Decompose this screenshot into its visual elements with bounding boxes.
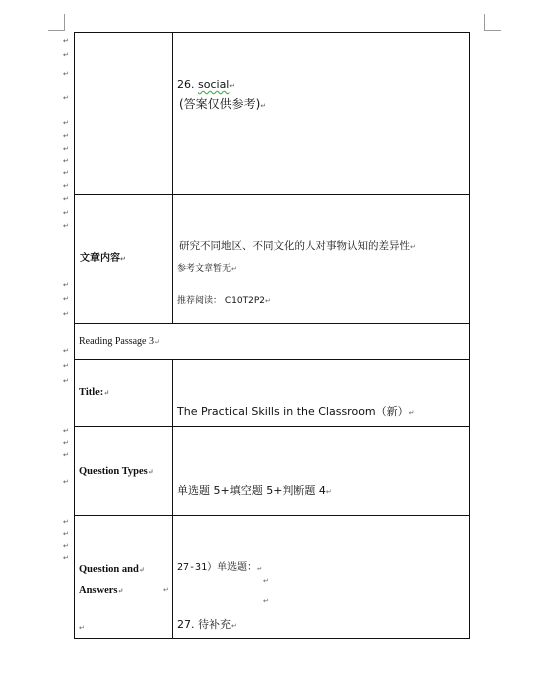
margin-paragraph-mark: ↵ <box>63 157 69 165</box>
row-label-article-content: 文章内容 <box>80 253 120 264</box>
paragraph-mark: ↵ <box>163 586 169 594</box>
paragraph-mark: ↵ <box>264 297 271 305</box>
question-types-value: 单选题 5+填空题 5+判断题 4 <box>177 484 326 497</box>
table-row <box>75 516 470 639</box>
paragraph-mark: ↵ <box>231 265 237 273</box>
table-cell-question-types[interactable] <box>173 427 470 516</box>
table-cell-label[interactable] <box>75 427 173 516</box>
answer-note: (答案仅供参考) <box>179 97 261 111</box>
paragraph-mark: ↵ <box>325 488 332 496</box>
paragraph-mark: ↵ <box>260 102 267 110</box>
answer-prefix: 26. <box>177 78 198 91</box>
paragraph-mark: ↵ <box>138 566 145 574</box>
crop-mark-top-left <box>48 14 65 31</box>
table-cell-answers[interactable] <box>173 516 470 639</box>
passage-title: Reading Passage 3 <box>79 336 154 347</box>
table-cell-title[interactable] <box>173 360 470 427</box>
table-cell-label[interactable] <box>75 360 173 427</box>
paragraph-mark: ↵ <box>120 255 126 263</box>
table-cell-label[interactable] <box>75 516 173 639</box>
paragraph-mark: ↵ <box>231 622 237 630</box>
margin-paragraph-mark: ↵ <box>63 222 69 230</box>
margin-paragraph-mark: ↵ <box>63 554 69 562</box>
paragraph-mark: ↵ <box>117 587 124 595</box>
answer-word: social <box>198 78 230 91</box>
margin-paragraph-mark: ↵ <box>63 169 69 177</box>
article-summary: 研究不同地区、不同文化的人对事物认知的差异性 <box>179 240 410 252</box>
margin-paragraph-mark: ↵ <box>63 182 69 190</box>
margin-paragraph-mark: ↵ <box>63 310 69 318</box>
table-row <box>75 195 470 324</box>
margin-paragraph-mark: ↵ <box>63 37 69 45</box>
table-cell-empty[interactable] <box>75 33 173 195</box>
recommended-reading: 推荐阅读： C10T2P2 <box>177 296 265 306</box>
margin-paragraph-mark: ↵ <box>63 281 69 289</box>
margin-paragraph-mark: ↵ <box>63 94 69 102</box>
margin-paragraph-mark: ↵ <box>63 377 69 385</box>
paragraph-mark: ↵ <box>408 409 415 417</box>
margin-paragraph-mark: ↵ <box>63 439 69 447</box>
crop-mark-top-right <box>484 14 501 31</box>
paragraph-mark: ↵ <box>257 564 262 572</box>
margin-paragraph-mark: ↵ <box>63 132 69 140</box>
row-label-question-types: Question Types <box>79 466 148 477</box>
margin-paragraph-mark: ↵ <box>63 195 69 203</box>
margin-paragraph-mark: ↵ <box>63 70 69 78</box>
margin-paragraph-mark: ↵ <box>63 478 69 486</box>
margin-paragraph-mark: ↵ <box>63 518 69 526</box>
paragraph-mark: ↵ <box>79 624 85 632</box>
paragraph-mark: ↵ <box>147 468 154 476</box>
paragraph-mark: ↵ <box>410 243 416 251</box>
margin-paragraph-mark: ↵ <box>63 542 69 550</box>
margin-paragraph-mark: ↵ <box>63 119 69 127</box>
paragraph-mark: ↵ <box>154 338 160 346</box>
paragraph-mark: ↵ <box>263 597 269 605</box>
margin-paragraph-mark: ↵ <box>63 295 69 303</box>
row-label-title: Title: <box>79 387 104 398</box>
paragraph-mark: ↵ <box>103 389 110 397</box>
margin-paragraph-mark: ↵ <box>63 427 69 435</box>
margin-paragraph-mark: ↵ <box>63 209 69 217</box>
row-label-answers: Answers <box>79 585 118 596</box>
margin-paragraph-mark: ↵ <box>63 347 69 355</box>
table-row <box>75 324 470 360</box>
paragraph-mark: ↵ <box>229 82 236 90</box>
row-label-question-and: Question and <box>79 564 139 575</box>
table-cell-article[interactable] <box>173 195 470 324</box>
title-value: The Practical Skills in the Classroom（新） <box>177 405 409 418</box>
table-row <box>75 33 470 195</box>
document-table <box>74 32 470 639</box>
margin-paragraph-mark: ↵ <box>63 530 69 538</box>
answer-27: 27. 待补充 <box>177 618 231 631</box>
margin-paragraph-mark: ↵ <box>63 145 69 153</box>
table-cell-label[interactable] <box>75 195 173 324</box>
table-row <box>75 427 470 516</box>
margin-paragraph-mark: ↵ <box>63 451 69 459</box>
reference-article: 参考文章暂无 <box>177 264 232 274</box>
margin-paragraph-mark: ↵ <box>63 51 69 59</box>
table-cell-answer[interactable] <box>173 33 470 195</box>
table-cell-passage[interactable] <box>75 324 470 360</box>
answers-range: 27-31）单选题： <box>177 562 258 573</box>
table-row <box>75 360 470 427</box>
paragraph-mark: ↵ <box>263 577 269 585</box>
margin-paragraph-mark: ↵ <box>63 362 69 370</box>
